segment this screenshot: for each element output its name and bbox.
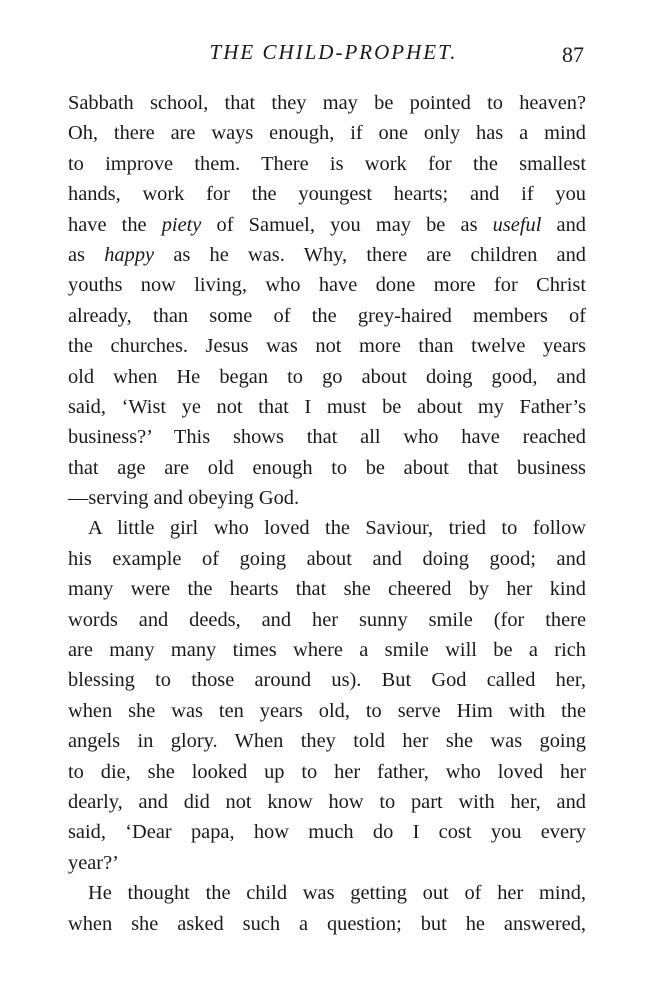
text-run: have the xyxy=(68,213,162,236)
text-line: words and deeds, and her sunny smile (for there xyxy=(68,608,586,631)
text-line: angels in glory. When they told her she was going xyxy=(68,730,586,753)
text-line: Oh, there are ways enough, if one only has a mind xyxy=(68,122,586,145)
text-line: Sabbath school, that they may be pointed to heaven? xyxy=(68,92,586,114)
body-text xyxy=(68,88,586,939)
text-line: to improve them. There is work for the smallest xyxy=(68,152,586,175)
text-line: many were the hearts that she cheered by her kind xyxy=(68,578,586,601)
text-line: already, than some of the grey-haired members of xyxy=(68,304,586,327)
text-line: that age are old enough to be about that business xyxy=(68,456,586,479)
italic-word-useful: useful xyxy=(492,213,542,236)
text-line: business?’ This shows that all who have reached xyxy=(68,426,586,449)
text-line: old when He began to go about doing good, and xyxy=(68,365,586,388)
text-line: when she asked such a question; but he answered, xyxy=(68,912,586,935)
text-line: hands, work for the youngest hearts; and if you xyxy=(68,183,586,206)
text-line: said, ‘Dear papa, how much do I cost you every xyxy=(68,821,586,844)
page-number: 87 xyxy=(562,42,584,67)
text-line: his example of going about and doing good; and xyxy=(68,547,586,570)
text-line: to die, she looked up to her father, who loved her xyxy=(68,760,586,783)
text-run: of Samuel, you may be as xyxy=(201,213,493,236)
italic-word-piety: piety xyxy=(161,213,202,236)
paragraph-start-line: A little girl who loved the Saviour, tried to follow xyxy=(88,517,586,540)
text-line: dearly, and did not know how to part with her, and xyxy=(68,790,586,813)
paragraph-end-line: —serving and obeying God. xyxy=(68,487,300,510)
text-run: as xyxy=(68,243,105,266)
text-line: youths now living, who have done more for Christ xyxy=(68,274,586,297)
text-line xyxy=(68,240,586,270)
italic-word-happy: happy xyxy=(104,243,155,266)
text-run: and xyxy=(541,213,586,236)
running-title: THE CHILD-PROPHET. xyxy=(209,40,458,64)
paragraph-start-line: He thought the child was getting out of her mind, xyxy=(88,882,586,905)
text-line: are many many times where a smile will be a rich xyxy=(68,639,586,662)
text-line: when she was ten years old, to serve Him with the xyxy=(68,699,586,722)
text-line xyxy=(68,210,586,240)
text-run: as he was. Why, there are children and xyxy=(154,243,586,266)
text-line: the churches. Jesus was not more than twelve years xyxy=(68,335,586,358)
text-line: said, ‘Wist ye not that I must be about my Father’s xyxy=(68,395,586,418)
text-line: blessing to those around us). But God called her, xyxy=(68,669,586,692)
paragraph-end-line: year?’ xyxy=(68,851,119,874)
